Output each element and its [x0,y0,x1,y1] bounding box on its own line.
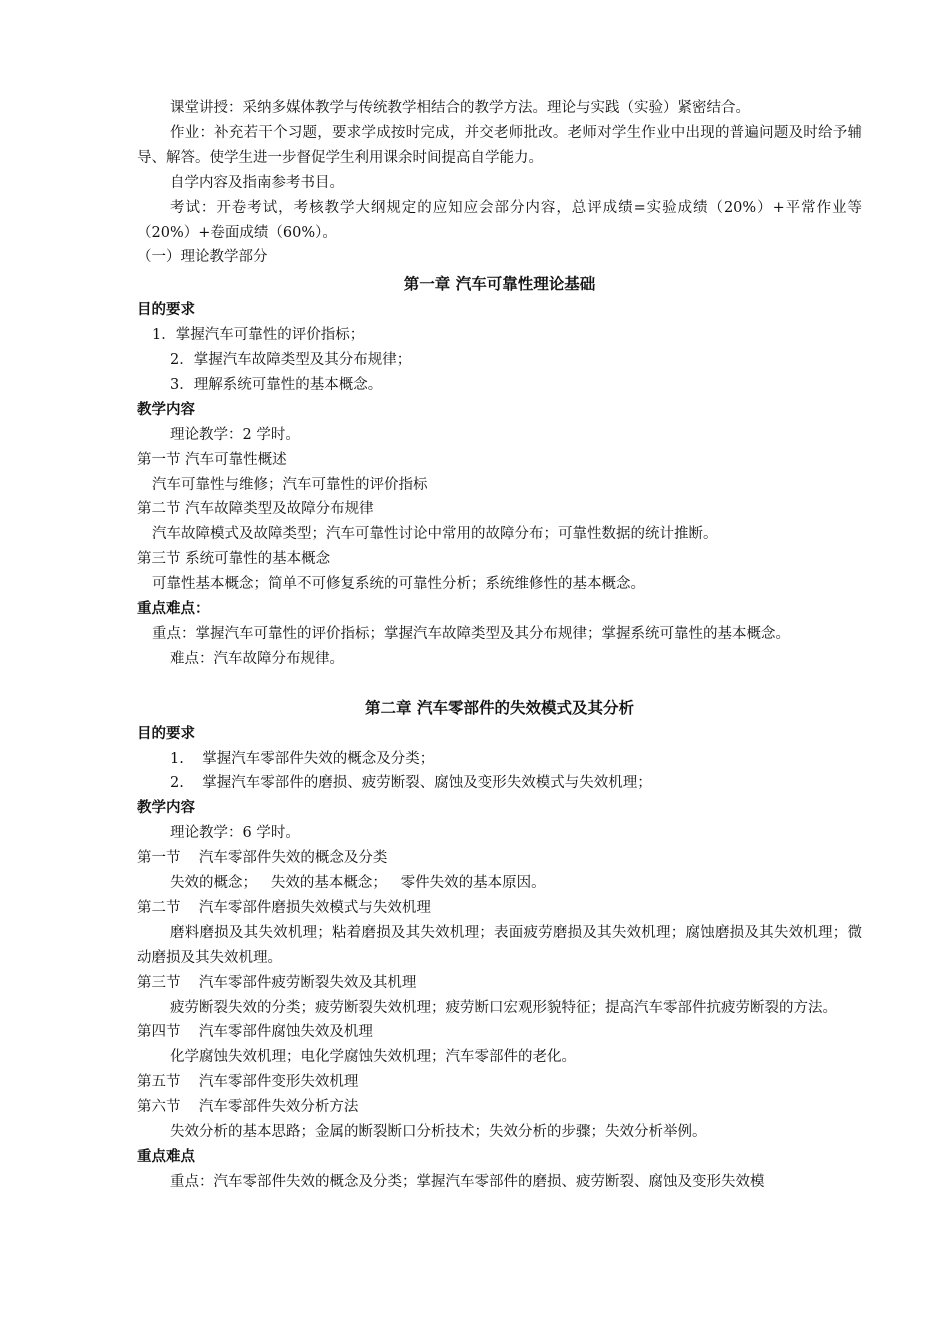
ch1-goal-item: 3．理解系统可靠性的基本概念。 [170,376,383,393]
ch1-difficult: 难点：汽车故障分布规律。 [170,650,344,667]
ch2-section-title: 第三节 汽车零部件疲劳断裂失效及其机理 [137,974,417,991]
ch1-content-label: 教学内容 [137,401,195,418]
part-title: （一）理论教学部分 [137,249,268,266]
ch2-key: 重点：汽车零部件失效的概念及分类；掌握汽车零部件的磨损、疲劳断裂、腐蚀及变形失效模 [170,1173,765,1190]
ch2-section-body: 磨料磨损及其失效机理；粘着磨损及其失效机理；表面疲劳磨损及其失效机理；腐蚀磨损及其失效机理；微动磨损及其失效机理。 [137,924,862,966]
ch2-section-title: 第二节 汽车零部件磨损失效模式与失效机理 [137,899,431,916]
ch1-hours: 理论教学：2 学时。 [170,426,300,443]
ch1-key: 重点：掌握汽车可靠性的评价指标；掌握汽车故障类型及其分布规律；掌握系统可靠性的基本概念。 [152,625,790,642]
ch2-goal-label: 目的要求 [137,725,195,742]
ch2-section-body: 疲劳断裂失效的分类；疲劳断裂失效机理；疲劳断口宏观形貌特征；提高汽车零部件抗疲劳断裂的方法。 [170,999,837,1016]
intro-exam: 考试：开卷考试，考核教学大纲规定的应知应会部分内容，总评成绩=实验成绩（20%）+平常作业等（20%）+卷面成绩（60%）。 [137,199,862,241]
ch2-section-title: 第四节 汽车零部件腐蚀失效及机理 [137,1024,373,1041]
ch2-section-body: 失效的概念； 失效的基本概念； 零件失效的基本原因。 [170,875,546,892]
ch2-goal-item: 1. 掌握汽车零部件失效的概念及分类； [170,750,435,767]
ch2-section-title: 第五节 汽车零部件变形失效机理 [137,1074,359,1091]
ch1-section-title: 第二节 汽车故障类型及故障分布规律 [137,501,374,518]
intro-homework: 作业：补充若干个习题，要求学成按时完成，并交老师批改。老师对学生作业中出现的普遍问题及时给予辅导、解答。使学生进一步督促学生利用课余时间提高自学能力。 [137,124,862,166]
ch2-section-body: 失效分析的基本思路；金属的断裂断口分析技术；失效分析的步骤；失效分析举例。 [170,1123,707,1140]
ch1-section-title: 第三节 系统可靠性的基本概念 [137,551,331,568]
ch1-section-body: 汽车故障模式及故障类型；汽车可靠性讨论中常用的故障分布；可靠性数据的统计推断。 [152,526,718,543]
ch2-goal-item: 2. 掌握汽车零部件的磨损、疲劳断裂、腐蚀及变形失效模式与失效机理； [170,775,652,792]
chapter1-title: 第一章 汽车可靠性理论基础 [403,275,596,294]
ch2-key-label: 重点难点 [137,1148,195,1165]
ch1-section-title: 第一节 汽车可靠性概述 [137,451,287,468]
ch2-section-title: 第六节 汽车零部件失效分析方法 [137,1099,359,1116]
intro-selfstudy: 自学内容及指南参考书目。 [170,174,344,191]
document-page [137,96,862,1195]
ch2-hours: 理论教学：6 学时。 [170,825,300,842]
ch1-key-label: 重点难点： [137,600,210,617]
ch1-section-body: 可靠性基本概念；简单不可修复系统的可靠性分析；系统维修性的基本概念。 [152,576,645,593]
ch1-section-body: 汽车可靠性与维修；汽车可靠性的评价指标 [152,476,428,493]
intro-lecture: 课堂讲授：采纳多媒体教学与传统教学相结合的教学方法。理论与实践（实验）紧密结合。 [170,100,750,116]
ch2-section-title: 第一节 汽车零部件失效的概念及分类 [137,850,388,867]
ch2-content-label: 教学内容 [137,800,195,817]
ch1-goal-item: 2．掌握汽车故障类型及其分布规律； [170,352,412,369]
ch1-goal-item: 1．掌握汽车可靠性的评价指标； [152,327,365,344]
ch1-goal-label: 目的要求 [137,302,195,319]
chapter2-title: 第二章 汽车零部件的失效模式及其分析 [365,698,634,717]
ch2-section-body: 化学腐蚀失效机理；电化学腐蚀失效机理；汽车零部件的老化。 [170,1049,576,1066]
